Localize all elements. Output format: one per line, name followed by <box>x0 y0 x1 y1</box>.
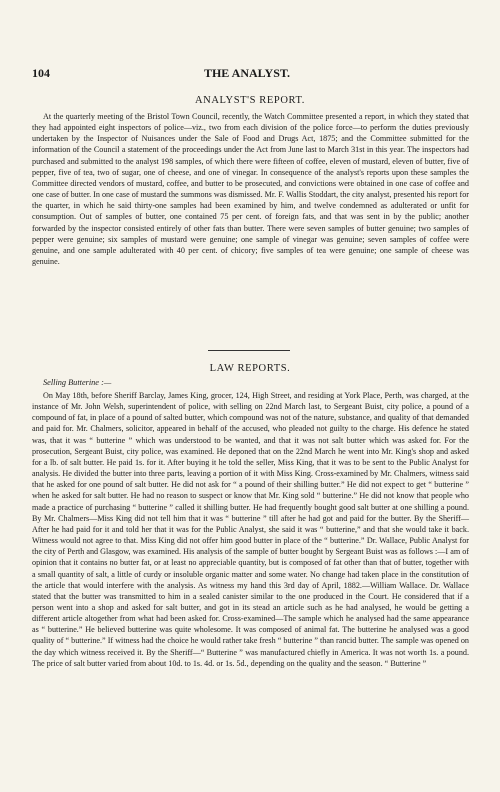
analysts-report-title: ANALYST'S REPORT. <box>195 95 305 106</box>
law-reports-title: LAW REPORTS. <box>209 363 291 374</box>
journal-title: THE ANALYST. <box>203 66 291 80</box>
running-header <box>32 66 468 81</box>
page-number: 104 <box>32 66 50 80</box>
law-reports-paragraph: On May 18th, before Sheriff Barclay, James King, grocer, 124, High Street, and residing at York Place, Perth, was charged, at the instance of Mr. John Welsh, superintendent of police, with selling on 22nd March last, to Sergeant Buist, city police, a pound of a compound of fat, in place of a pound of salted butter, which compound was not of the nature, substance, and quality of that demanded and paid for. Mr. Chalmers, solicitor, appeared in behalf of the accused, who pleaded not guilty to the charge. His defence he stated was, that it was “ butterine ” which was understood to be wanted, and that it was not salt butter which was asked for. For the prosecution, Sergeant Buist, city police, was examined. He deponed that on the 22nd March he went into Mr. King's shop and asked for a lb. of salt butter. He paid 1s. for it. After buying it he told the seller, Miss King, that it was to be sent to the Public Analyst for analysis. He divided the butter into three parts, leaving a portion of it with Miss King. Cross-examined by Mr. Chalmers, witness said that he asked for one pound of salt butter. He did not ask for “ a pound of their shilling butter.” He did not expect to get “ butterine ” when he asked for salt butter. He had no reason to suspect or know that Mr. King sold “ butterine.” He did not know that people who made a practice of purchasing “ butterine ” called it shilling butter. He had frequently bought good salt butter at one shilling a pound. By Mr. Chalmers—Miss King did not tell him that it was “ butterine ” till after he had got and paid for the butter. By the Sheriff—After he had paid for it and told her that it was for the Public Analyst, she said it was “ butterine,” and that she would take it back. Witness would not agree to that. Miss King did not offer him good butter in place of the “ butterine.” Dr. Wallace, Public Analyst for the city of Perth and Glasgow, was examined. His analysis of the sample of butter bought by Sergeant Buist was as follows :—I am of opinion that it contains no butter fat, or at least no appreciable quantity, but is composed of fat other than that of butter, together with a small quantity of salt, a little of curdy or insoluble organic matter and some water. No change had taken place in the constitution of the article that would interfere with the analysis. As witness my hand this 3rd day of April, 1882.—William Wallace. Dr. Wallace stated that the butter was transmitted to him in a sealed canister similar to the one produced in the Court. He considered that if a person went into a shop and asked for salt butter, and got in its stead an article such as he had analysed, he would be getting a different article altogether from what had been asked for. Cross-examined—The sample which he analysed had the same appearance as “ butterine.” He believed butterine was quite wholesome. It was composed of animal fat. The butterine he analysed was a good quality of “ butterine.” If witness had the choice he would rather take fresh “ butterine ” than rancid butter. The sample was opened on the day which witness received it. By the Sheriff—“ Butterine ” was manufactured chiefly in America. It was not worth 1s. a pound. The price of salt butter varied from about 10d. to 1s. 4d. or 1s. 5d., depending on the quality and the season. “ Butterine ” <box>32 391 469 668</box>
law-reports-subheading: Selling Butterine :— <box>43 378 112 387</box>
section-divider <box>208 350 290 351</box>
analysts-report-paragraph: At the quarterly meeting of the Bristol Town Council, recently, the Watch Committee presented a report, in which they stated that they had appointed eight inspectors of police—viz., two from each division of the police force—to perform the duties previously undertaken by the Inspector of Nuisances under the Sale of Food and Drugs Act, 1875; and the Committee submitted for the information of the Council a statement of the proceedings under the Act from June last to March 31st in this year. The inspectors had purchased and submitted to the analyst 198 samples, of which there were fifteen of coffee, eleven of mustard, eleven of butter, five of pepper, five of tea, two of sugar, one of cheese, and one of vinegar. In consequence of the analyst's reports upon these samples the Committee directed vendors of mustard, coffee, and butter to be prosecuted, and convictions were obtained in one case of coffee and one case of butter. In one case of mustard the summons was dismissed. Mr. F. Wallis Stoddart, the city analyst, presented his report for the quarter, in which he said thirty-one samples had been examined by him, and twelve condemned as adulterated or unfit for consumption. Out of samples of butter, one contained 75 per cent. of foreign fats, and that was sent in by the public; another forwarded by the inspector consisted entirely of other fats than butter. There were seven samples of butter genuine; two samples of pepper were genuine; six samples of mustard were genuine; one sample of vinegar was genuine; seven samples of coffee were genuine, and one sample adulterated with 40 per cent. of chicory; five samples of tea were genuine; one sample of cheese was genuine. <box>32 112 469 267</box>
